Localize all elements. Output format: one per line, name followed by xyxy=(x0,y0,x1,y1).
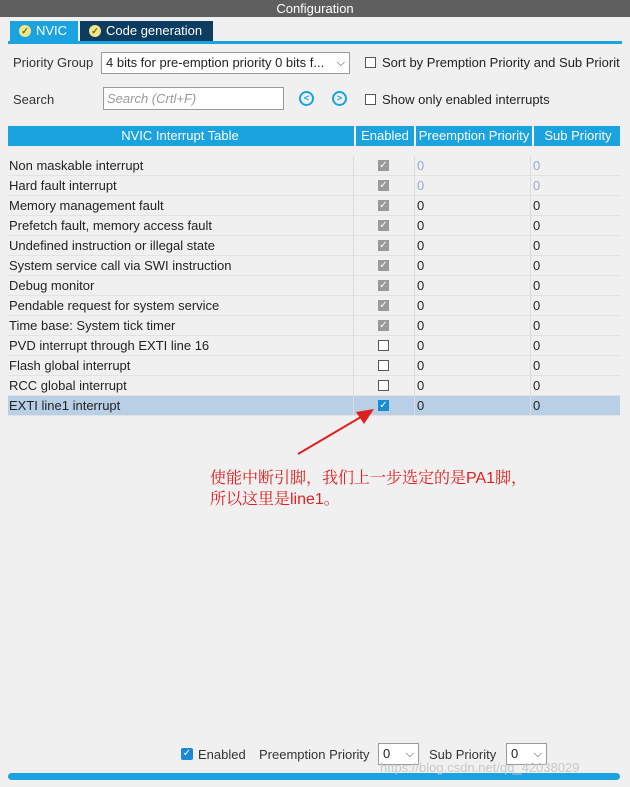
bottom-preemption-value: 0 xyxy=(383,746,391,761)
tab-code-generation-label: Code generation xyxy=(106,23,203,38)
preemption-priority-cell[interactable]: 0 xyxy=(414,356,530,375)
sub-priority-cell[interactable]: 0 xyxy=(530,216,620,235)
enabled-checkbox: ✓ xyxy=(379,240,388,251)
annotation-line-2: 所以这里是line1。 xyxy=(210,491,340,508)
interrupt-name: Flash global interrupt xyxy=(9,358,131,373)
sub-priority-cell[interactable]: 0 xyxy=(530,296,620,315)
watermark: https://blog.csdn.net/qq_42038029 xyxy=(380,760,580,775)
interrupt-name: Prefetch fault, memory access fault xyxy=(9,218,213,233)
annotation-arrow-icon xyxy=(290,400,380,460)
enabled-checkbox[interactable]: ✓ xyxy=(379,400,388,411)
enabled-checkbox[interactable] xyxy=(378,380,389,391)
interrupt-name: Hard fault interrupt xyxy=(9,178,117,193)
sort-priority-label: Sort by Premption Priority and Sub Priorit xyxy=(382,55,620,70)
bottom-enabled-checkbox[interactable]: ✓ xyxy=(182,748,192,759)
enabled-checkbox[interactable] xyxy=(378,360,389,371)
sub-priority-cell[interactable]: 0 xyxy=(530,256,620,275)
tab-code-generation[interactable] xyxy=(80,21,213,41)
sub-priority-cell[interactable]: 0 xyxy=(530,336,620,355)
column-header-sub[interactable]: Sub Priority xyxy=(532,126,622,146)
tab-nvic-label: NVIC xyxy=(36,23,68,38)
table-row[interactable] xyxy=(8,236,620,256)
preemption-priority-cell[interactable]: 0 xyxy=(414,376,530,395)
table-row[interactable] xyxy=(8,336,620,356)
annotation-line-1: 使能中断引脚，我们上一步选定的是PA1脚， xyxy=(210,470,528,487)
nvic-table-body xyxy=(8,156,620,416)
priority-group-label: Priority Group xyxy=(13,55,94,70)
preemption-priority-cell[interactable]: 0 xyxy=(414,196,530,215)
table-row[interactable] xyxy=(8,376,620,396)
preemption-priority-cell: 0 xyxy=(414,176,530,195)
chevron-right-icon: > xyxy=(336,93,343,103)
sub-priority-cell: 0 xyxy=(530,156,620,175)
tab-nvic[interactable] xyxy=(10,21,78,41)
table-row[interactable] xyxy=(8,196,620,216)
window-title: Configuration xyxy=(0,0,630,17)
interrupt-name: Pendable request for system service xyxy=(9,298,220,313)
sort-priority-checkbox[interactable] xyxy=(365,57,376,68)
enabled-checkbox: ✓ xyxy=(379,220,388,231)
sub-priority-cell: 0 xyxy=(530,176,620,195)
enabled-checkbox: ✓ xyxy=(379,320,388,331)
interrupt-name: Non maskable interrupt xyxy=(9,158,144,173)
preemption-priority-cell[interactable]: 0 xyxy=(414,216,530,235)
column-header-enabled[interactable]: Enabled xyxy=(354,126,414,146)
preemption-priority-cell[interactable]: 0 xyxy=(414,336,530,355)
table-row[interactable] xyxy=(8,216,620,236)
bottom-sub-label: Sub Priority xyxy=(429,747,497,762)
sub-priority-cell[interactable]: 0 xyxy=(530,196,620,215)
table-row[interactable] xyxy=(8,176,620,196)
table-row[interactable] xyxy=(8,156,620,176)
enabled-checkbox: ✓ xyxy=(379,280,388,291)
interrupt-name: Debug monitor xyxy=(9,278,95,293)
sub-priority-cell[interactable]: 0 xyxy=(530,316,620,335)
preemption-priority-cell[interactable]: 0 xyxy=(414,396,530,415)
bottom-enabled-label: Enabled xyxy=(198,747,246,762)
search-input[interactable]: Search (Crtl+F) xyxy=(103,87,284,110)
show-enabled-label: Show only enabled interrupts xyxy=(382,92,550,107)
column-header-name[interactable]: NVIC Interrupt Table xyxy=(121,128,239,143)
table-row[interactable] xyxy=(8,316,620,336)
table-row[interactable] xyxy=(8,356,620,376)
enabled-checkbox: ✓ xyxy=(379,200,388,211)
check-circle-icon: ✓ xyxy=(19,25,31,37)
chevron-down-icon: ⌵ xyxy=(533,748,542,760)
table-row[interactable] xyxy=(8,296,620,316)
preemption-priority-cell[interactable]: 0 xyxy=(414,316,530,335)
column-header-preemption[interactable]: Preemption Priority xyxy=(414,126,532,146)
enabled-checkbox[interactable] xyxy=(378,340,389,351)
interrupt-name: PVD interrupt through EXTI line 16 xyxy=(9,338,210,353)
preemption-priority-cell[interactable]: 0 xyxy=(414,276,530,295)
sub-priority-cell[interactable]: 0 xyxy=(530,276,620,295)
annotation-text xyxy=(210,468,610,510)
priority-group-value: 4 bits for pre-emption priority 0 bits f... xyxy=(106,55,325,70)
check-circle-icon: ✓ xyxy=(89,25,101,37)
enabled-checkbox: ✓ xyxy=(379,180,388,191)
show-enabled-checkbox[interactable] xyxy=(365,94,376,105)
preemption-priority-cell[interactable]: 0 xyxy=(414,296,530,315)
sub-priority-cell[interactable]: 0 xyxy=(530,396,620,415)
nvic-table-header xyxy=(8,126,620,146)
sub-priority-cell[interactable]: 0 xyxy=(530,356,620,375)
interrupt-name: EXTI line1 interrupt xyxy=(9,398,121,413)
bottom-preemption-label: Preemption Priority xyxy=(259,747,370,762)
sub-priority-cell[interactable]: 0 xyxy=(530,376,620,395)
interrupt-name: Memory management fault xyxy=(9,198,164,213)
search-previous-button[interactable] xyxy=(299,91,314,106)
preemption-priority-cell[interactable]: 0 xyxy=(414,256,530,275)
interrupt-name: System service call via SWI instruction xyxy=(9,258,232,273)
chevron-down-icon: ⌵ xyxy=(336,57,345,69)
search-label: Search xyxy=(13,92,55,107)
search-next-button[interactable] xyxy=(332,91,347,106)
enabled-checkbox: ✓ xyxy=(379,160,388,171)
enabled-checkbox: ✓ xyxy=(379,260,388,271)
preemption-priority-cell: 0 xyxy=(414,156,530,175)
interrupt-name: RCC global interrupt xyxy=(9,378,127,393)
bottom-sub-value: 0 xyxy=(511,746,519,761)
interrupt-name: Time base: System tick timer xyxy=(9,318,176,333)
priority-group-select[interactable] xyxy=(101,52,350,74)
table-row[interactable] xyxy=(8,276,620,296)
chevron-left-icon: < xyxy=(303,93,310,103)
interrupt-name: Undefined instruction or illegal state xyxy=(9,238,215,253)
chevron-down-icon: ⌵ xyxy=(405,748,414,760)
tab-strip xyxy=(8,19,622,44)
enabled-checkbox: ✓ xyxy=(379,300,388,311)
sub-priority-cell[interactable]: 0 xyxy=(530,236,620,255)
preemption-priority-cell[interactable]: 0 xyxy=(414,236,530,255)
table-row[interactable] xyxy=(8,256,620,276)
